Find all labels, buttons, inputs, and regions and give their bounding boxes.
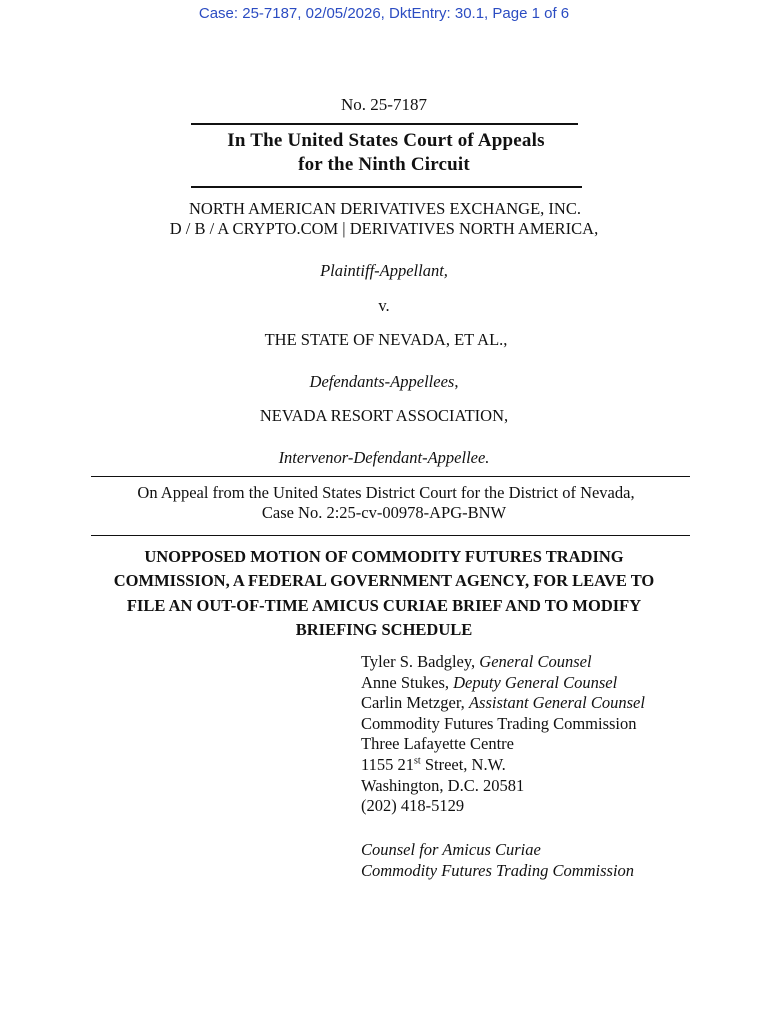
defendant-role-text: Defendants-Appellees	[309, 372, 455, 391]
counsel-person-1	[361, 652, 645, 673]
counsel-street-suffix: st	[414, 755, 421, 767]
counsel-person-2-title: Deputy General Counsel	[453, 672, 618, 692]
counsel-street-name: Street, N.W.	[420, 754, 506, 774]
counsel-role-line2: Commodity Futures Trading Commission	[361, 860, 635, 880]
counsel-person-3-title: Assistant General Counsel	[468, 693, 645, 713]
ecf-header: Case: 25-7187, 02/05/2026, DktEntry: 30.1, Page 1 of 6	[198, 5, 570, 22]
counsel-person-1-name: Tyler S. Badgley,	[361, 652, 480, 671]
counsel-city: Washington, D.C. 20581	[361, 775, 525, 795]
plaintiff-name-line1: NORTH AMERICAN DERIVATIVES EXCHANGE, INC.	[189, 199, 581, 218]
counsel-person-3	[361, 693, 645, 714]
appeal-line1: On Appeal from the United States District Court for the District of Nevada,	[137, 483, 635, 502]
appeal-line2: Case No. 2:25-cv-00978-APG-BNW	[261, 503, 507, 522]
court-name-line2: for the Ninth Circuit	[298, 154, 470, 175]
versus: v.	[378, 296, 390, 315]
intervenor-name: NEVADA RESORT ASSOCIATION,	[259, 406, 509, 425]
motion-title-line4: BRIEFING SCHEDULE	[295, 620, 473, 639]
defendant-role	[0, 372, 768, 392]
appeal-top-rule	[91, 476, 690, 477]
appeal-bottom-rule	[91, 535, 690, 536]
counsel-building: Three Lafayette Centre	[361, 734, 514, 754]
counsel-street-number: 1155 21	[361, 754, 415, 774]
counsel-person-1-title: General Counsel	[479, 652, 592, 671]
court-top-rule	[191, 123, 578, 125]
intervenor-role: Intervenor-Defendant-Appellee.	[278, 448, 490, 467]
defendant-name: THE STATE OF NEVADA, ET AL.,	[264, 330, 508, 349]
motion-title-line2: COMMISSION, A FEDERAL GOVERNMENT AGENCY, FOR LEAVE TO	[113, 571, 655, 590]
motion-title-line3: FILE AN OUT-OF-TIME AMICUS CURIAE BRIEF AND TO MODIFY	[126, 596, 642, 615]
court-name-line1: In The United States Court of Appeals	[227, 130, 545, 151]
court-bottom-rule	[191, 186, 582, 188]
counsel-person-3-name: Carlin Metzger,	[361, 693, 469, 713]
counsel-role-block	[361, 840, 634, 881]
plaintiff-name-line2: D / B / A CRYPTO.COM | DERIVATIVES NORTH AMERICA,	[169, 219, 599, 238]
counsel-block	[361, 652, 645, 817]
counsel-street	[361, 755, 645, 776]
case-number: No. 25-7187	[341, 95, 427, 114]
counsel-person-2-name: Anne Stukes,	[361, 672, 454, 692]
defendant-role-punct: ,	[454, 372, 459, 391]
counsel-phone: (202) 418-5129	[361, 796, 465, 816]
counsel-agency: Commodity Futures Trading Commission	[361, 713, 637, 733]
motion-title-line1: UNOPPOSED MOTION OF COMMODITY FUTURES TRADING	[144, 547, 624, 566]
counsel-person-2	[361, 673, 645, 694]
counsel-role-line1: Counsel for Amicus Curiae	[361, 840, 541, 859]
plaintiff-role: Plaintiff-Appellant,	[320, 261, 448, 280]
